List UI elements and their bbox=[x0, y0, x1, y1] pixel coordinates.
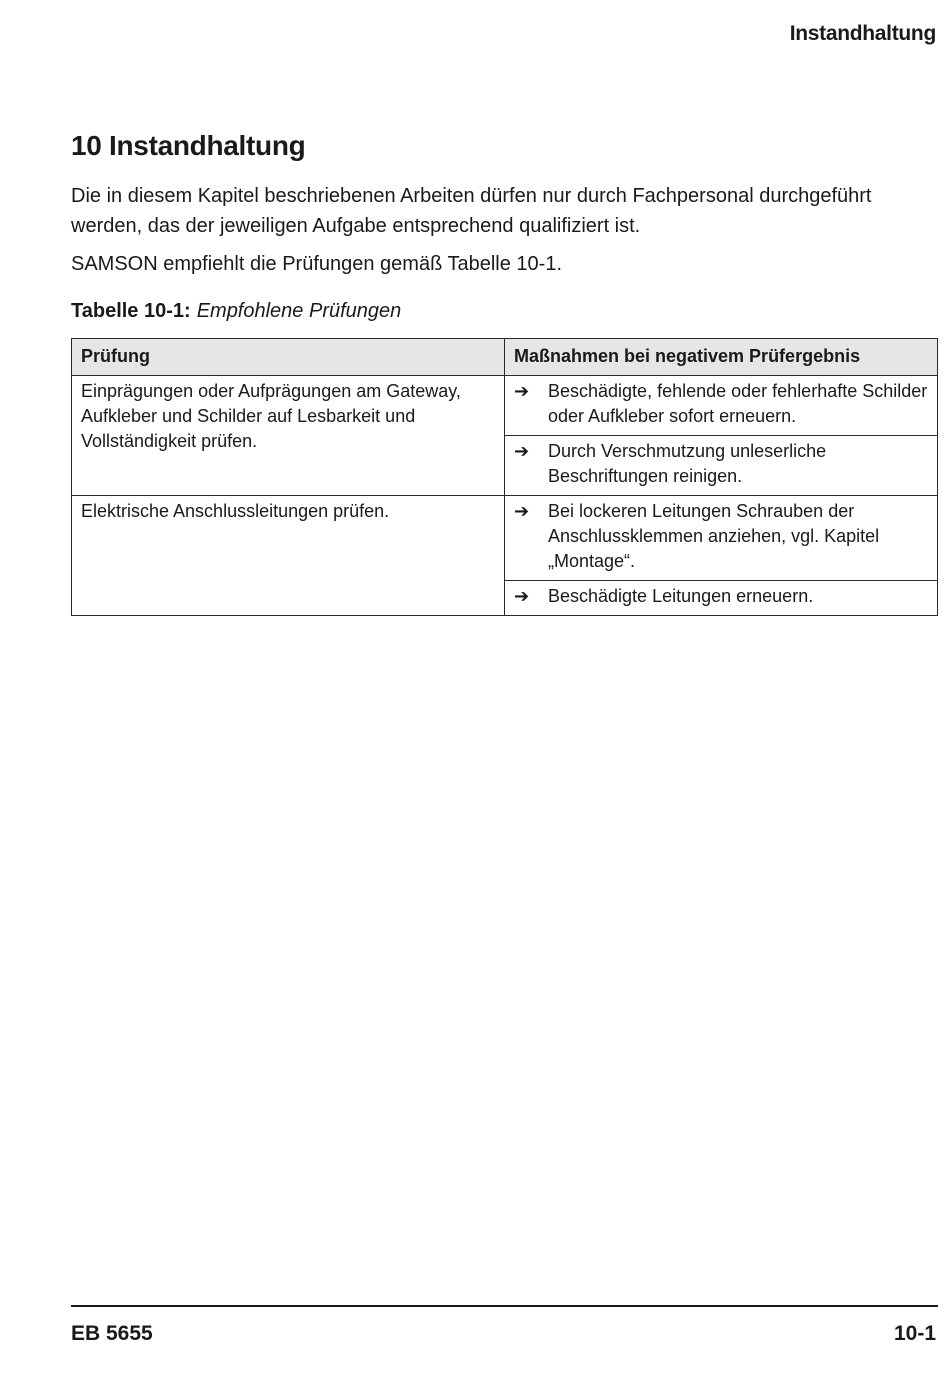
inspection-table bbox=[71, 338, 938, 616]
action-item bbox=[514, 439, 928, 489]
right-arrow-icon: ➔ bbox=[514, 441, 530, 461]
check-cell: Elektrische Anschlussleitungen prüfen. bbox=[72, 496, 505, 616]
right-arrow-icon: ➔ bbox=[514, 501, 530, 521]
action-cell bbox=[505, 581, 938, 616]
action-text: Durch Verschmutzung unleserliche Beschriftungen reinigen. bbox=[548, 441, 827, 486]
right-arrow-icon: ➔ bbox=[514, 381, 530, 401]
right-arrow-icon: ➔ bbox=[514, 586, 530, 606]
table-caption-title: Empfohlene Prüfungen bbox=[196, 300, 402, 322]
action-item bbox=[514, 584, 928, 609]
action-item bbox=[514, 379, 928, 429]
check-cell: Einprägungen oder Aufprägungen am Gateway, Aufkleber und Schilder auf Lesbarkeit und Vollständigkeit prüfen. bbox=[72, 376, 505, 496]
table-caption-number: Tabelle 10-1: bbox=[71, 300, 191, 322]
table-row bbox=[72, 496, 938, 581]
footer-page-number: 10-1 bbox=[893, 1322, 936, 1345]
recommendation-paragraph: SAMSON empfiehlt die Prüfungen gemäß Tabelle 10-1. bbox=[71, 253, 563, 275]
chapter-title: 10 Instandhaltung bbox=[71, 130, 306, 161]
action-cell bbox=[505, 376, 938, 436]
footer-doc-id: EB 5655 bbox=[71, 1322, 153, 1345]
table-header-row bbox=[72, 339, 938, 376]
action-text: Bei lockeren Leitungen Schrauben der Anschlussklemmen anziehen, vgl. Kapitel „Montage“. bbox=[548, 501, 880, 571]
action-cell bbox=[505, 496, 938, 581]
action-item bbox=[514, 499, 928, 574]
footer-divider bbox=[71, 1305, 938, 1307]
table-caption bbox=[71, 300, 401, 323]
action-text: Beschädigte Leitungen erneuern. bbox=[548, 586, 814, 606]
intro-paragraph: Die in diesem Kapitel beschriebenen Arbeiten dürfen nur durch Fachpersonal durchgeführt werden, das der jeweiligen Aufgabe entsprechend qualifiziert ist. bbox=[71, 185, 872, 237]
action-text: Beschädigte, fehlende oder fehlerhafte Schilder oder Aufkleber sofort erneuern. bbox=[548, 381, 928, 426]
table-row bbox=[72, 376, 938, 436]
running-header: Instandhaltung bbox=[789, 22, 936, 45]
column-header-actions: Maßnahmen bei negativem Prüfergebnis bbox=[505, 339, 938, 376]
action-cell bbox=[505, 436, 938, 496]
column-header-check: Prüfung bbox=[72, 339, 505, 376]
